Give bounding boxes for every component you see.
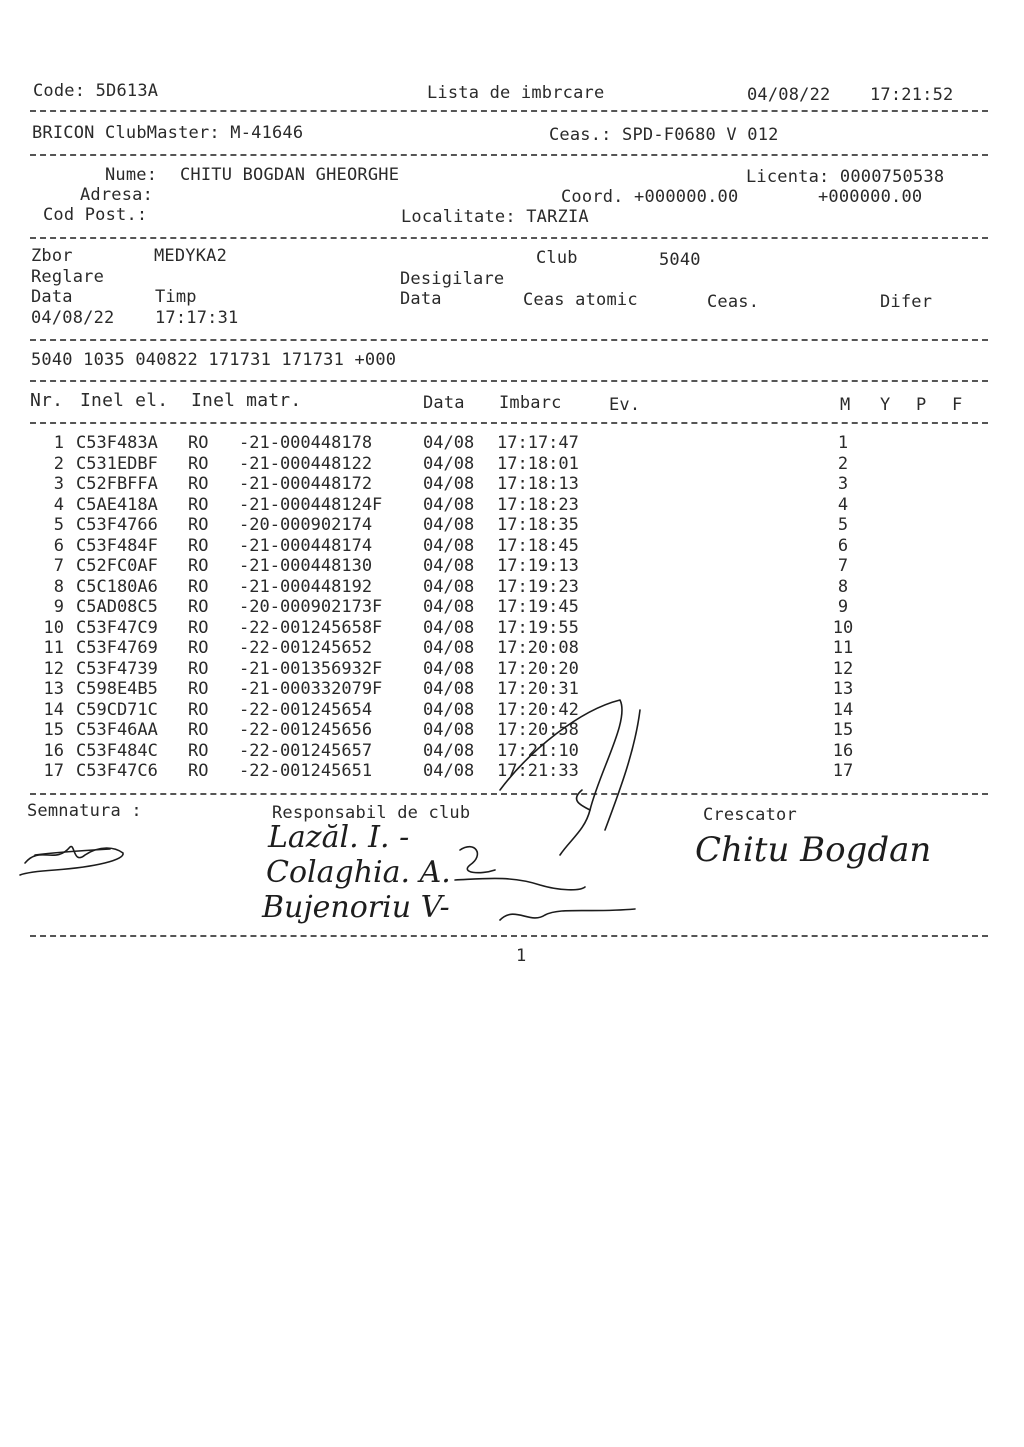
divider (30, 237, 988, 239)
cell-nr: 6 (53, 535, 64, 556)
cell-el: C53F4769 (76, 638, 158, 658)
cell-data: 04/08 (423, 535, 475, 556)
document-title: Lista de imbrcare (427, 83, 605, 103)
cell-time: 17:21:33 (497, 761, 579, 781)
cell-ctry: RO (188, 638, 209, 658)
cell-time: 17:19:55 (497, 617, 579, 638)
handwritten-name-1: Lazăl. I. - (268, 820, 410, 855)
cell-time: 17:19:45 (497, 597, 579, 617)
cell-data: 04/08 (423, 494, 475, 515)
cell-matr: -21-000448130 (239, 556, 373, 576)
owner-name: CHITU BOGDAN GHEORGHE (180, 165, 400, 185)
atomic-clock-label: Ceas atomic (523, 290, 638, 310)
cell-ctry: RO (188, 720, 209, 740)
cell-ctry: RO (188, 494, 209, 515)
table-row (0, 495, 1000, 515)
cell-time: 17:21:10 (497, 740, 579, 761)
cell-data: 04/08 (423, 699, 475, 720)
cell-data: 04/08 (423, 453, 475, 474)
cell-data: 04/08 (423, 720, 475, 740)
signature-scribble-3 (440, 835, 650, 930)
cell-time: 17:18:13 (497, 474, 579, 494)
cell-el: C53F483A (76, 433, 158, 453)
table-row (0, 536, 1000, 556)
clubmaster-id: BRICON ClubMaster: M-41646 (32, 123, 304, 143)
col-header-nr: Nr. (30, 390, 64, 411)
cell-data: 04/08 (423, 679, 475, 699)
col-header-imbarc: Imbarc (499, 393, 562, 413)
license-number: Licenta: 0000750538 (746, 167, 945, 187)
cell-el: C53F46AA (76, 720, 158, 740)
breeder-signature: Chitu Bogdan (695, 830, 932, 870)
cell-matr: -22-001245658F (239, 617, 383, 638)
cell-m: 11 (832, 638, 854, 658)
table-row (0, 454, 1000, 474)
cell-ctry: RO (188, 761, 209, 781)
cell-time: 17:20:31 (497, 679, 579, 699)
handwritten-name-3: Bujenoriu V- (262, 890, 450, 925)
divider (30, 110, 988, 112)
cell-el: C52FBFFA (76, 474, 158, 494)
cell-time: 17:20:20 (497, 658, 579, 679)
cell-el: C52FC0AF (76, 556, 158, 576)
cell-el: C5C180A6 (76, 576, 158, 597)
cell-data: 04/08 (423, 597, 475, 617)
cell-ctry: RO (188, 576, 209, 597)
col-header-ring-matr: Inel matr. (191, 390, 302, 411)
col-header-f: F (952, 395, 963, 415)
cell-nr: 7 (53, 556, 64, 576)
cell-time: 17:19:23 (497, 576, 579, 597)
club-responsible-label: Responsabil de club (272, 803, 471, 823)
cell-nr: 17 (43, 761, 64, 781)
cell-nr: 5 (53, 515, 64, 535)
handwritten-name-2: Colaghia. A. (266, 855, 451, 890)
cell-m: 5 (837, 515, 849, 535)
date-label: Data (31, 287, 73, 307)
coordinates-1: Coord. +000000.00 (561, 187, 739, 207)
cell-data: 04/08 (423, 761, 475, 781)
cell-time: 17:18:45 (497, 535, 579, 556)
flight-name: MEDYKA2 (154, 246, 228, 266)
cell-matr: -20-000902173F (239, 597, 383, 617)
cell-m: 17 (832, 761, 854, 781)
cell-nr: 13 (43, 679, 64, 699)
cell-ctry: RO (188, 699, 209, 720)
cell-m: 4 (837, 494, 849, 515)
cell-nr: 14 (43, 699, 64, 720)
club-number: 5040 (659, 250, 701, 270)
table-row (0, 597, 1000, 617)
cell-time: 17:17:47 (497, 433, 579, 453)
cell-m: 12 (832, 658, 854, 679)
divider (30, 422, 988, 424)
cell-el: C53F4766 (76, 515, 158, 535)
cell-time: 17:20:08 (497, 638, 579, 658)
cell-el: C53F47C6 (76, 761, 158, 781)
cell-ctry: RO (188, 535, 209, 556)
cell-nr: 2 (53, 453, 64, 474)
cell-el: C53F47C9 (76, 617, 158, 638)
cell-matr: -21-000448192 (239, 576, 373, 597)
cell-nr: 12 (43, 658, 64, 679)
cell-m: 15 (832, 720, 854, 740)
col-header-y: Y (880, 395, 891, 415)
cell-nr: 3 (53, 474, 64, 494)
cell-ctry: RO (188, 556, 209, 576)
col-header-m: M (840, 395, 851, 415)
cell-el: C5AE418A (76, 494, 158, 515)
cell-data: 04/08 (423, 433, 475, 453)
cell-ctry: RO (188, 515, 209, 535)
cell-matr: -22-001245651 (239, 761, 373, 781)
cell-m: 3 (837, 474, 849, 494)
cell-m: 1 (837, 433, 849, 453)
cell-nr: 16 (43, 740, 64, 761)
divider (30, 380, 988, 382)
reglare-label: Reglare (31, 267, 105, 287)
cell-ctry: RO (188, 617, 209, 638)
signature-label: Semnatura : (27, 801, 142, 821)
date-label-2: Data (400, 289, 442, 309)
cell-data: 04/08 (423, 556, 475, 576)
table-row (0, 618, 1000, 638)
page-number: 1 (516, 946, 527, 966)
cell-m: 13 (832, 679, 854, 699)
time-label: Timp (155, 287, 197, 307)
table-row (0, 556, 1000, 576)
cell-nr: 9 (53, 597, 64, 617)
cell-el: C598E4B5 (76, 679, 158, 699)
cell-el: C53F484C (76, 740, 158, 761)
cell-m: 7 (837, 556, 849, 576)
cell-matr: -22-001245652 (239, 638, 373, 658)
divider (30, 935, 988, 937)
address-label: Adresa: (80, 185, 154, 205)
club-label: Club (536, 248, 578, 268)
cell-el: C531EDBF (76, 453, 158, 474)
cell-el: C53F484F (76, 535, 158, 556)
col-header-ev: Ev. (609, 395, 641, 415)
table-row (0, 638, 1000, 658)
table-row (0, 577, 1000, 597)
cell-time: 17:18:23 (497, 494, 579, 515)
table-row (0, 659, 1000, 679)
signature-scribble-1 (15, 825, 135, 885)
cell-matr: -21-000448178 (239, 433, 373, 453)
divider (30, 154, 988, 156)
cell-m: 8 (837, 576, 849, 597)
table-row (0, 515, 1000, 535)
cell-time: 17:18:35 (497, 515, 579, 535)
cell-nr: 15 (43, 720, 64, 740)
flight-label: Zbor (31, 246, 73, 266)
code-line: 5040 1035 040822 171731 171731 +000 (31, 350, 397, 370)
cell-el: C5AD08C5 (76, 597, 158, 617)
cell-data: 04/08 (423, 576, 475, 597)
cell-matr: -21-000448124F (239, 494, 383, 515)
cell-matr: -21-000448122 (239, 453, 373, 474)
cell-data: 04/08 (423, 617, 475, 638)
cell-m: 9 (837, 597, 849, 617)
cell-data: 04/08 (423, 740, 475, 761)
col-header-date: Data (423, 393, 465, 413)
cell-m: 2 (837, 453, 849, 474)
cell-nr: 4 (53, 494, 64, 515)
divider (30, 339, 988, 341)
coordinates-2: +000000.00 (818, 187, 923, 207)
cell-ctry: RO (188, 597, 209, 617)
list-code: Code: 5D613A (33, 81, 159, 101)
cell-matr: -22-001245654 (239, 699, 373, 720)
cell-m: 6 (837, 535, 849, 556)
cell-time: 17:20:58 (497, 720, 579, 740)
difference-label: Difer (880, 292, 933, 312)
cell-nr: 11 (43, 638, 64, 658)
cell-ctry: RO (188, 453, 209, 474)
reglare-time: 17:17:31 (155, 308, 239, 328)
cell-data: 04/08 (423, 515, 475, 535)
table-row (0, 474, 1000, 494)
cell-m: 14 (832, 699, 854, 720)
name-label: Nume: (105, 165, 158, 185)
cell-data: 04/08 (423, 638, 475, 658)
breeder-label: Crescator (703, 805, 797, 825)
desigilare-label: Desigilare (400, 269, 505, 289)
cell-el: C59CD71C (76, 699, 158, 720)
cell-el: C53F4739 (76, 658, 158, 679)
cell-data: 04/08 (423, 658, 475, 679)
cell-matr: -22-001245656 (239, 720, 373, 740)
cell-time: 17:19:13 (497, 556, 579, 576)
col-header-ring-el: Inel el. (80, 390, 169, 411)
cell-m: 16 (832, 740, 854, 761)
cell-ctry: RO (188, 433, 209, 453)
table-row (0, 433, 1000, 453)
cell-nr: 10 (43, 617, 64, 638)
cell-matr: -21-000332079F (239, 679, 383, 699)
cell-nr: 8 (53, 576, 64, 597)
postal-code-label: Cod Post.: (43, 205, 148, 225)
cell-m: 10 (832, 617, 854, 638)
locality: Localitate: TARZIA (401, 207, 589, 227)
clock-label: Ceas. (707, 292, 760, 312)
cell-nr: 1 (53, 433, 64, 453)
cell-matr: -21-001356932F (239, 658, 383, 679)
cell-ctry: RO (188, 474, 209, 494)
cell-time: 17:18:01 (497, 453, 579, 474)
print-date: 04/08/22 (747, 85, 831, 105)
cell-ctry: RO (188, 679, 209, 699)
clock-id: Ceas.: SPD-F0680 V 012 (549, 125, 779, 145)
cell-ctry: RO (188, 740, 209, 761)
cell-matr: -22-001245657 (239, 740, 373, 761)
print-time: 17:21:52 (870, 85, 954, 105)
cell-time: 17:20:42 (497, 699, 579, 720)
cell-ctry: RO (188, 658, 209, 679)
reglare-date: 04/08/22 (31, 308, 115, 328)
cell-matr: -20-000902174 (239, 515, 373, 535)
col-header-p: P (916, 395, 927, 415)
cell-data: 04/08 (423, 474, 475, 494)
cell-matr: -21-000448174 (239, 535, 373, 556)
cell-matr: -21-000448172 (239, 474, 373, 494)
